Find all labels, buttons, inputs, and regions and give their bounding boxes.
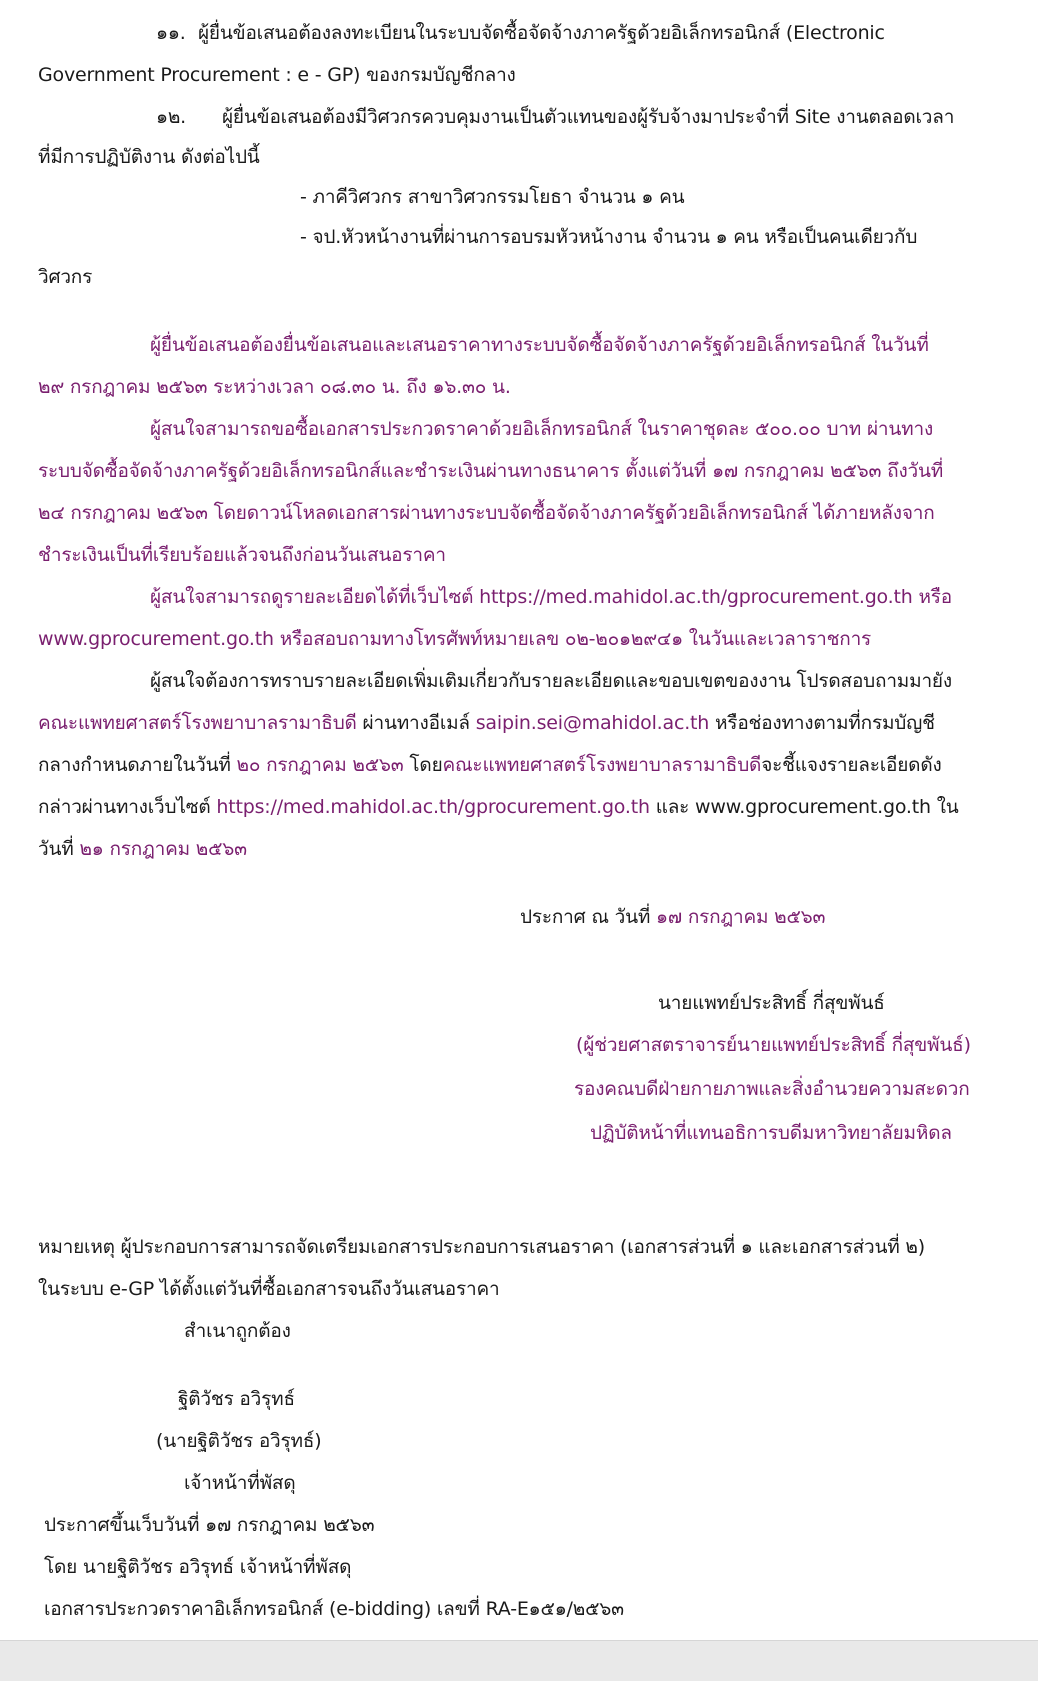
website-or: หรือ (918, 586, 952, 608)
signer-position-1: รองคณบดีฝ่ายกายภาพและสิ่งอำนวยความสะดวก (574, 1078, 970, 1100)
posted-date: ประกาศขึ้นเว็บวันที่ ๑๗ กรกฎาคม ๒๕๖๓ (44, 1514, 375, 1536)
certifier-signature: ฐิติวัชร อวิรุทธ์ (178, 1388, 295, 1410)
website-intro: ผู้สนใจสามารถดูรายละเอียดได้ที่เว็บไซต์ (150, 586, 474, 608)
announce-date: ๑๗ กรกฎาคม ๒๕๖๓ (656, 906, 826, 928)
deadline-date: ๒๐ กรกฎาคม ๒๕๖๓ (236, 754, 404, 776)
purchase-line4: ชำระเงินเป็นที่เรียบร้อยแล้วจนถึงก่อนวันเสนอราคา (38, 544, 446, 566)
inquiry-line3 (38, 750, 942, 780)
certifier-role: เจ้าหน้าที่พัสดุ (184, 1472, 296, 1494)
item12-line1: ผู้ยื่นข้อเสนอต้องมีวิศวกรควบคุมงานเป็นตัวแทนของผู้รับจ้างมาประจำที่ Site งานตลอดเวลา (222, 106, 955, 128)
item12-number: ๑๒. (156, 106, 187, 128)
item11-line1: ผู้ยื่นข้อเสนอต้องลงทะเบียนในระบบจัดซื้อจัดจ้างภาครัฐด้วยอิเล็กทรอนิกส์ (Electronic (198, 22, 885, 44)
website-url-link[interactable]: https://med.mahidol.ac.th/gprocurement.go.th (479, 586, 913, 608)
inquiry-line2 (38, 708, 935, 738)
by-text: โดย (409, 754, 443, 776)
signer-position-2: ปฏิบัติหน้าที่แทนอธิการบดีมหาวิทยาลัยมหิดล (590, 1122, 952, 1144)
and-gprocurement-text: และ www.gprocurement.go.th ใน (655, 796, 959, 818)
email-link[interactable]: saipin.sei@mahidol.ac.th (475, 712, 710, 734)
faculty-name: คณะแพทยศาสตร์โรงพยาบาลรามาธิบดี (38, 712, 357, 734)
deadline-label: กลางกำหนดภายในวันที่ (38, 754, 231, 776)
viewer-bottom-bar (0, 1640, 1038, 1681)
via-website-text: กล่าวผ่านทางเว็บไซต์ (38, 796, 211, 818)
inquiry-channel-text: หรือช่องทางตามที่กรมบัญชี (714, 712, 935, 734)
submit-line1: ผู้ยื่นข้อเสนอต้องยื่นข้อเสนอและเสนอราคาทางระบบจัดซื้อจัดจ้างภาครัฐด้วยอิเล็กทรอนิกส์ ในวันที่ (150, 334, 929, 356)
gprocurement-link[interactable]: www.gprocurement.go.th (38, 628, 274, 650)
item12-sub2b: วิศวกร (38, 266, 93, 288)
signer-full-title: (ผู้ช่วยศาสตราจารย์นายแพทย์ประสิทธิ์ กี่สุขพันธ์) (576, 1034, 971, 1056)
website-line2 (38, 624, 871, 654)
certifier-name: (นายฐิติวัชร อวิรุทธ์) (156, 1430, 322, 1452)
item11-number: ๑๑. (156, 22, 186, 44)
purchase-line2: ระบบจัดซื้อจัดจ้างภาครัฐด้วยอิเล็กทรอนิกส์และชำระเงินผ่านทางธนาคาร ตั้งแต่วันที่ ๑๗ กรกฎาคม ๒๕๖๓ ถึงวันที่ (38, 460, 944, 482)
item12-sub2: - จป.หัวหน้างานที่ผ่านการอบรมหัวหน้างาน จำนวน ๑ คน หรือเป็นคนเดียวกับ (300, 226, 918, 248)
on-date-label: วันที่ (38, 838, 74, 860)
certified-copy-label: สำเนาถูกต้อง (184, 1320, 291, 1342)
note-line1: หมายเหตุ ผู้ประกอบการสามารถจัดเตรียมเอกสารประกอบการเสนอราคา (เอกสารส่วนที่ ๑ และเอกสารส่วนที่ ๒) (38, 1236, 925, 1258)
posted-by: โดย นายฐิติวัชร อวิรุทธ์ เจ้าหน้าที่พัสดุ (44, 1556, 352, 1578)
signer-name: นายแพทย์ประสิทธิ์ กี่สุขพันธ์ (658, 992, 885, 1014)
inquiry-line4 (38, 792, 959, 822)
item12-line2: ที่มีการปฏิบัติงาน ดังต่อไปนี้ (38, 146, 260, 168)
submit-line2: ๒๙ กรกฎาคม ๒๕๖๓ ระหว่างเวลา ๐๘.๓๐ น. ถึง ๑๖.๓๐ น. (38, 376, 511, 398)
item12-sub1: - ภาคีวิศวกร สาขาวิศวกรรมโยธา จำนวน ๑ คน (300, 186, 685, 208)
purchase-line1: ผู้สนใจสามารถขอซื้อเอกสารประกวดราคาด้วยอิเล็กทรอนิกส์ ในราคาชุดละ ๕๐๐.๐๐ บาท ผ่านทาง (150, 418, 934, 440)
clarify-date: ๒๑ กรกฎาคม ๒๕๖๓ (79, 838, 247, 860)
website-phone-text: หรือสอบถามทางโทรศัพท์หมายเลข ๐๒-๒๐๑๒๙๔๑ ในวันและเวลาราชการ (279, 628, 872, 650)
inquiry-line1: ผู้สนใจต้องการทราบรายละเอียดเพิ่มเติมเกี่ยวกับรายละเอียดและขอบเขตของงาน โปรดสอบถามมายัง (150, 670, 952, 692)
announce-line (520, 902, 825, 932)
announce-label: ประกาศ ณ วันที่ (520, 906, 651, 928)
purchase-line3: ๒๔ กรกฎาคม ๒๕๖๓ โดยดาวน์โหลดเอกสารผ่านทางระบบจัดซื้อจัดจ้างภาครัฐด้วยอิเล็กทรอนิกส์ ได้ภายหลังจาก (38, 502, 935, 524)
via-email-text: ผ่านทางอีเมล์ (362, 712, 470, 734)
website-line1 (150, 582, 952, 612)
clarify-text: จะชี้แจงรายละเอียดดัง (761, 754, 942, 776)
website-url-link-2[interactable]: https://med.mahidol.ac.th/gprocurement.go.th (216, 796, 650, 818)
faculty-name-2: คณะแพทยศาสตร์โรงพยาบาลรามาธิบดี (442, 754, 762, 776)
document-number: เอกสารประกวดราคาอิเล็กทรอนิกส์ (e-bidding) เลขที่ RA-E๑๕๑/๒๕๖๓ (44, 1598, 624, 1620)
note-line2: ในระบบ e-GP ได้ตั้งแต่วันที่ซื้อเอกสารจนถึงวันเสนอราคา (38, 1278, 500, 1300)
item11-line2: Government Procurement : e - GP) ของกรมบัญชีกลาง (38, 64, 516, 86)
inquiry-line5 (38, 834, 247, 864)
